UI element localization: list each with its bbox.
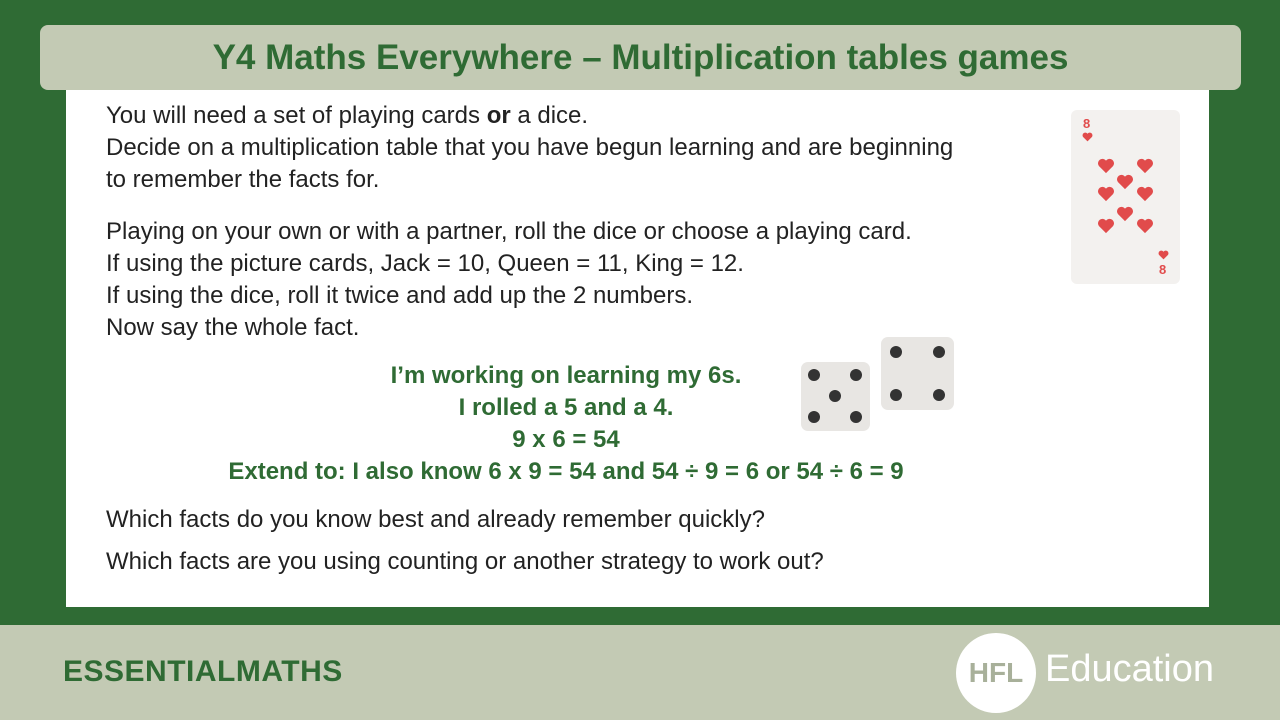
card-rank-bottom: 8 xyxy=(1159,262,1167,277)
heart-icon xyxy=(1097,158,1115,174)
essential-maths-brand: ESSENTIALMATHS xyxy=(63,655,343,688)
heart-icon xyxy=(1097,218,1115,234)
intro-line-3: to remember the facts for. xyxy=(106,166,380,193)
rule-line: If using the picture cards, Jack = 10, Queen = 11, King = 12. xyxy=(106,250,744,277)
die-pip xyxy=(933,389,945,401)
die-four-image xyxy=(881,337,954,410)
heart-icon xyxy=(1116,174,1134,190)
die-pip xyxy=(808,369,820,381)
intro-line-1 xyxy=(106,100,1066,132)
title-bar xyxy=(40,25,1241,90)
die-pip xyxy=(850,411,862,423)
die-pip xyxy=(890,346,902,358)
hfl-logo-text: Education xyxy=(1045,648,1215,690)
rule-line: Now say the whole fact. xyxy=(106,314,360,341)
die-pip xyxy=(890,389,902,401)
example-line: 9 x 6 = 54 xyxy=(512,426,620,453)
rule-line: If using the dice, roll it twice and add up the 2 numbers. xyxy=(106,282,694,309)
die-pip xyxy=(829,390,841,402)
die-pip xyxy=(850,369,862,381)
rules-text xyxy=(106,216,1066,344)
intro-text xyxy=(106,100,1066,196)
hfl-logo-mark: HFL xyxy=(968,657,1024,688)
rule-line: Playing on your own or with a partner, roll the dice or choose a playing card. xyxy=(106,218,912,245)
footer xyxy=(0,625,1280,720)
intro-line-1-pre: You will need a set of playing cards xyxy=(106,102,487,129)
heart-icon xyxy=(1158,250,1169,260)
intro-line-1-post: a dice. xyxy=(510,102,589,129)
heart-icon xyxy=(1082,132,1093,142)
hfl-logo xyxy=(956,633,1036,713)
intro-line-1-bold: or xyxy=(486,102,511,129)
content-panel xyxy=(66,90,1209,607)
heart-icon xyxy=(1097,186,1115,202)
die-five-image xyxy=(801,362,870,431)
page-title: Y4 Maths Everywhere – Multiplication tables games xyxy=(212,37,1069,77)
heart-icon xyxy=(1136,186,1154,202)
die-pip xyxy=(933,346,945,358)
playing-card-image xyxy=(1071,110,1180,284)
question-1: Which facts do you know best and already remember quickly? xyxy=(106,506,765,533)
example-line: I rolled a 5 and a 4. xyxy=(458,394,674,421)
heart-icon xyxy=(1136,218,1154,234)
card-rank-top: 8 xyxy=(1083,116,1091,131)
question-2: Which facts are you using counting or another strategy to work out? xyxy=(106,548,824,575)
heart-icon xyxy=(1136,158,1154,174)
example-line: Extend to: I also know 6 x 9 = 54 and 54 ÷ 9 = 6 or 54 ÷ 6 = 9 xyxy=(228,458,904,485)
example-line: I’m working on learning my 6s. xyxy=(390,362,742,389)
intro-line-2: Decide on a multiplication table that you have begun learning and are beginning xyxy=(106,134,954,161)
heart-icon xyxy=(1116,206,1134,222)
die-pip xyxy=(808,411,820,423)
